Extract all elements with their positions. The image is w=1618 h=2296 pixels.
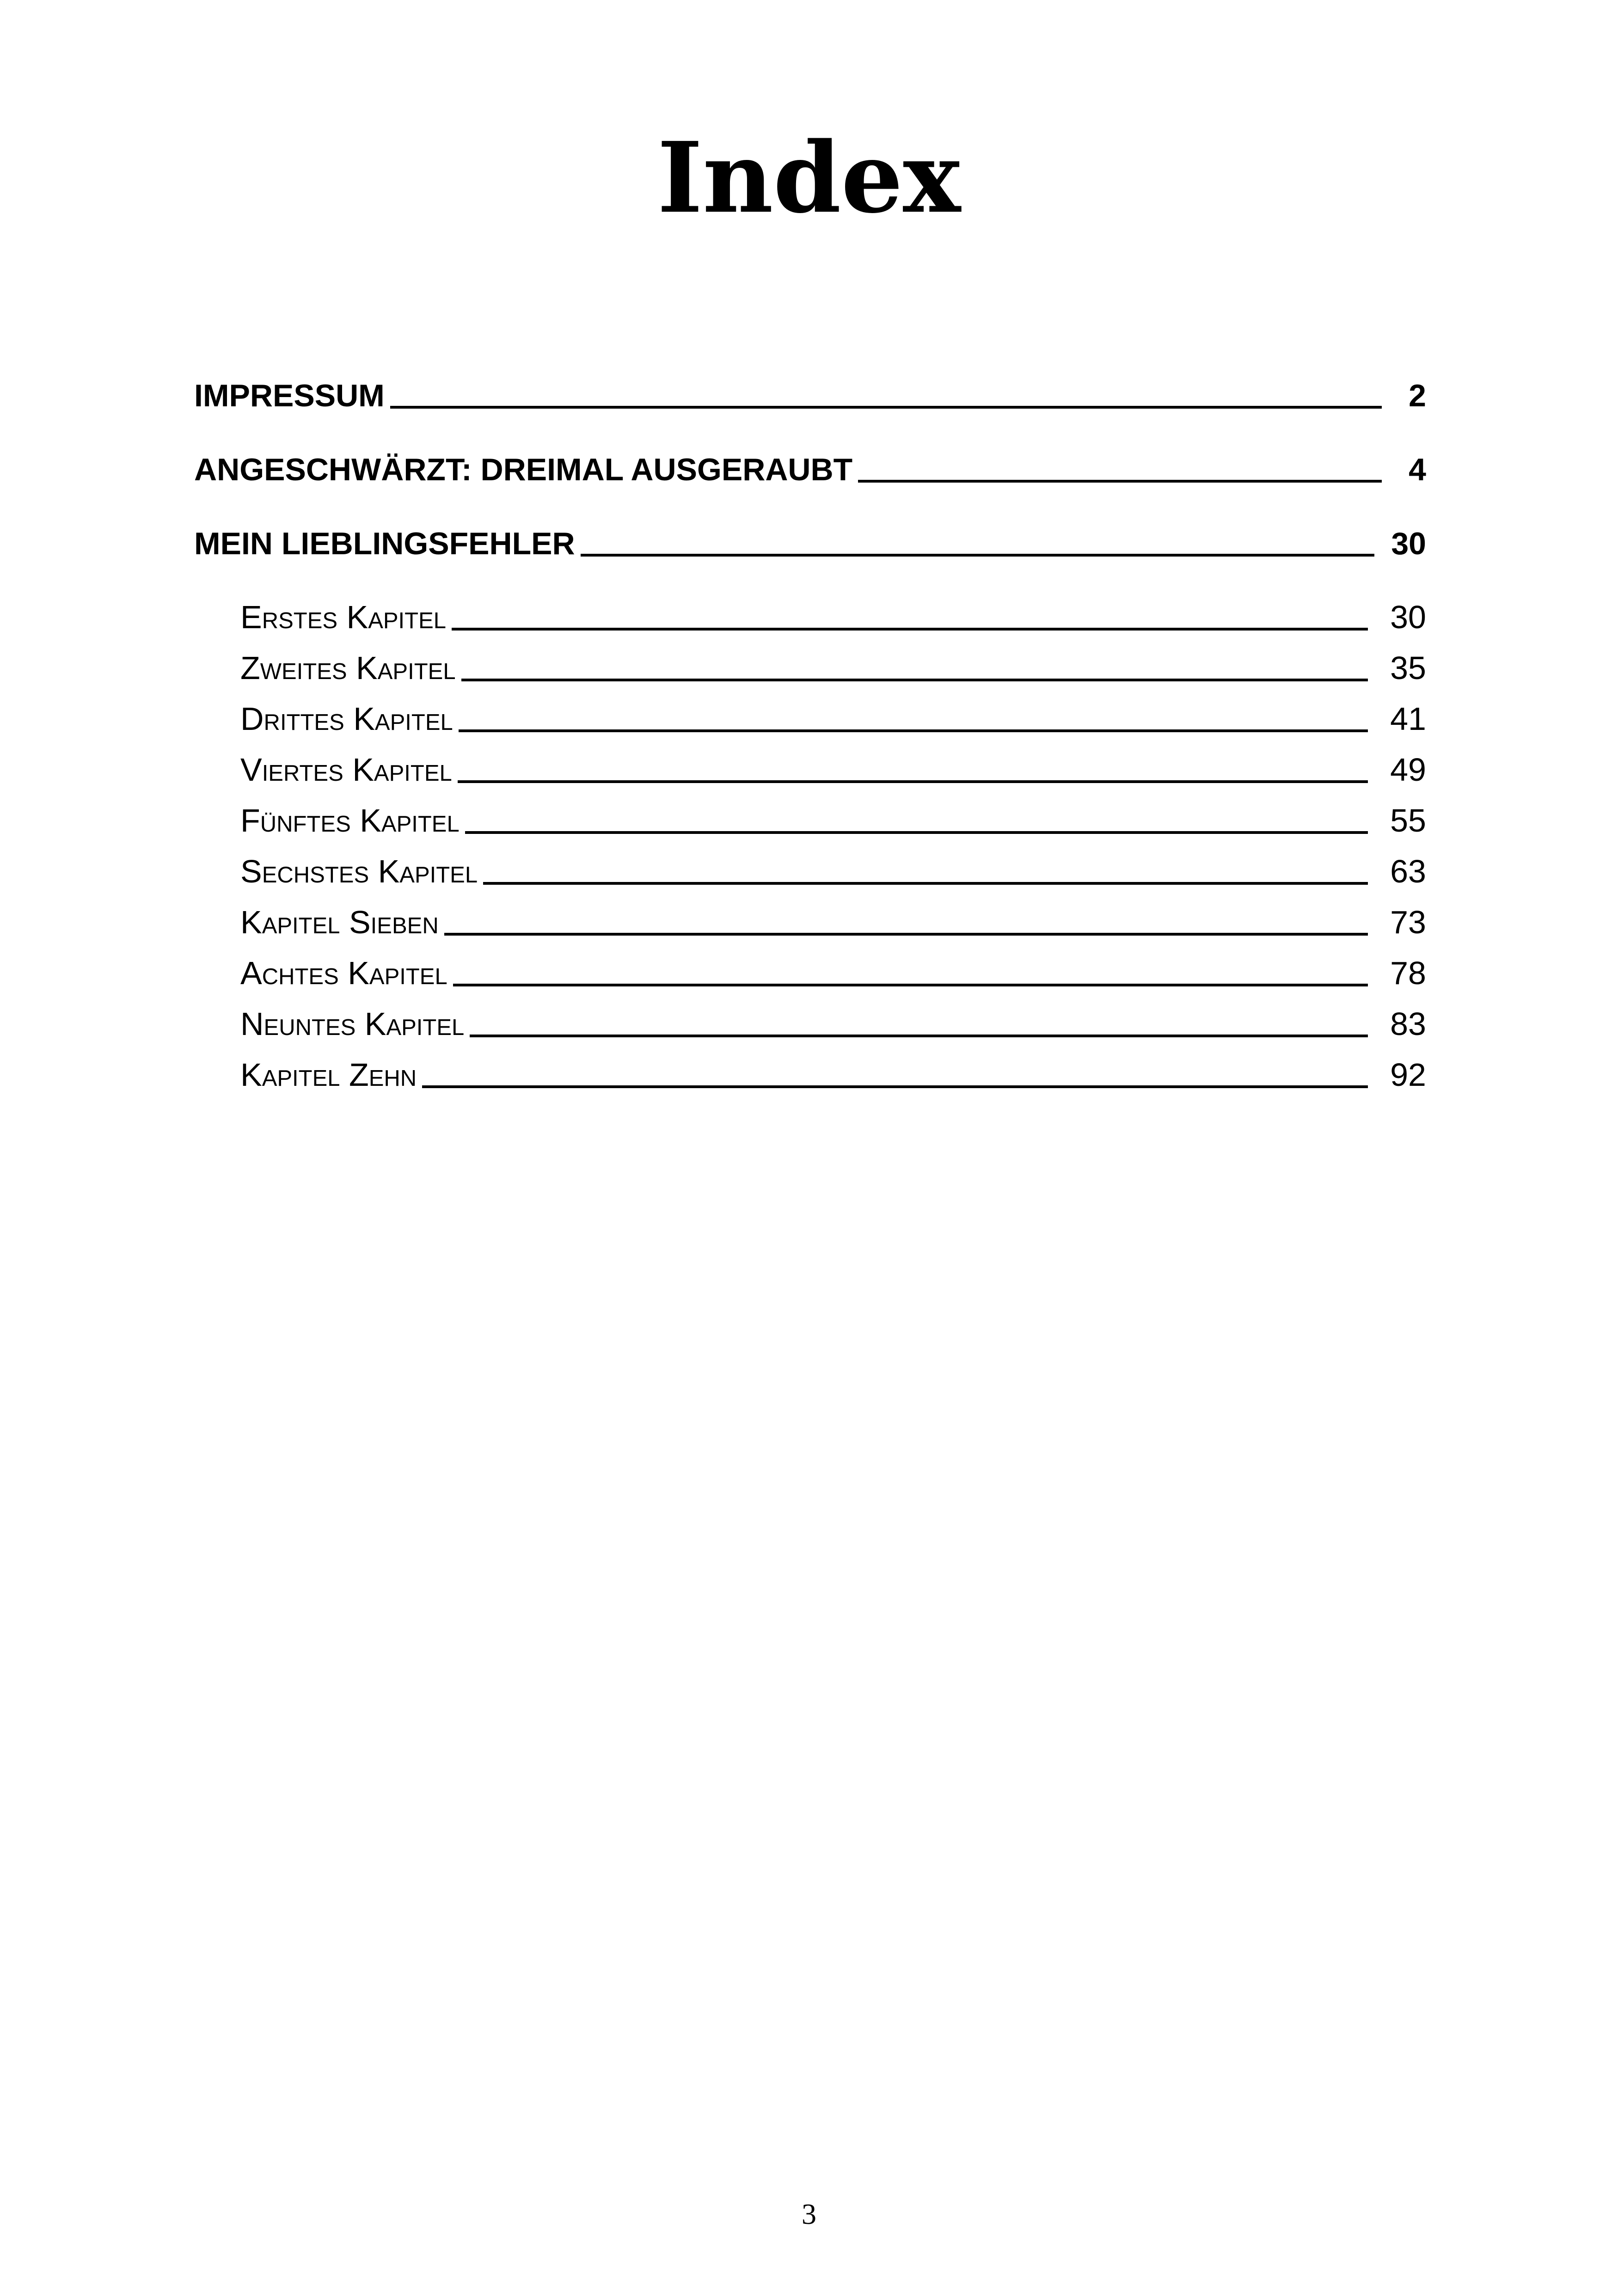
toc-entry-label: Erstes Kapitel — [240, 599, 447, 635]
toc-leader-line — [390, 406, 1382, 409]
toc-entry-chapter-4[interactable] — [240, 740, 1426, 786]
toc-entry-page: 4 — [1409, 452, 1426, 487]
toc-leader-line — [444, 933, 1368, 936]
toc-entry-chapter-8[interactable] — [240, 943, 1426, 989]
toc-entry-angeschwaerzt[interactable] — [194, 439, 1426, 485]
toc-leader-line — [465, 831, 1368, 834]
toc-entry-label: MEIN LIEBLINGSFEHLER — [194, 526, 575, 561]
toc-leader-line — [461, 679, 1368, 681]
toc-entry-chapter-9[interactable] — [240, 994, 1426, 1040]
toc-entry-label: Kapitel Zehn — [240, 1057, 417, 1093]
toc-leader-line — [452, 628, 1368, 631]
toc-entry-chapter-5[interactable] — [240, 790, 1426, 837]
toc-entry-label: Kapitel Sieben — [240, 904, 439, 940]
toc-leader-line — [458, 780, 1368, 783]
toc-leader-line — [453, 984, 1368, 986]
toc-entry-page: 73 — [1390, 904, 1426, 940]
toc-entry-label: Sechstes Kapitel — [240, 853, 478, 889]
toc-entry-chapter-1[interactable] — [240, 587, 1426, 633]
toc-leader-line — [483, 882, 1368, 885]
toc-entry-page: 41 — [1390, 701, 1426, 737]
toc-entry-page: 92 — [1390, 1057, 1426, 1093]
toc-entry-page: 63 — [1390, 853, 1426, 889]
toc-entry-chapter-10[interactable] — [240, 1045, 1426, 1091]
toc-entry-label: Achtes Kapitel — [240, 955, 447, 991]
toc-entry-label: Fünftes Kapitel — [240, 802, 460, 839]
toc-entry-label: IMPRESSUM — [194, 378, 385, 413]
toc-entry-mein-lieblingsfehler[interactable] — [194, 513, 1426, 559]
toc-entry-page: 78 — [1390, 955, 1426, 991]
toc-entry-label: Drittes Kapitel — [240, 701, 453, 737]
toc-entry-chapter-7[interactable] — [240, 892, 1426, 938]
toc-entry-page: 2 — [1409, 378, 1426, 413]
toc-entry-label: Viertes Kapitel — [240, 752, 452, 788]
toc-leader-line — [422, 1085, 1368, 1088]
page-number: 3 — [802, 2198, 816, 2230]
toc-entry-page: 30 — [1391, 526, 1426, 561]
toc-entry-chapter-2[interactable] — [240, 638, 1426, 684]
toc-entry-label: ANGESCHWÄRZT: DREIMAL AUSGERAUBT — [194, 452, 853, 487]
toc-entry-page: 30 — [1390, 599, 1426, 635]
toc-leader-line — [858, 480, 1382, 483]
toc-entry-page: 49 — [1390, 752, 1426, 788]
toc-leader-line — [459, 729, 1368, 732]
toc-entry-label: Neuntes Kapitel — [240, 1006, 465, 1042]
toc-leader-line — [470, 1035, 1368, 1037]
toc-entry-impressum[interactable] — [194, 365, 1426, 411]
toc-entry-page: 83 — [1390, 1006, 1426, 1042]
toc-leader-line — [581, 554, 1375, 557]
toc-entry-page: 35 — [1390, 650, 1426, 686]
toc-entry-chapter-3[interactable] — [240, 689, 1426, 735]
toc-entry-chapter-6[interactable] — [240, 841, 1426, 888]
page-title: Index — [657, 121, 961, 235]
toc-entry-page: 55 — [1390, 802, 1426, 839]
toc-entry-label: Zweites Kapitel — [240, 650, 456, 686]
